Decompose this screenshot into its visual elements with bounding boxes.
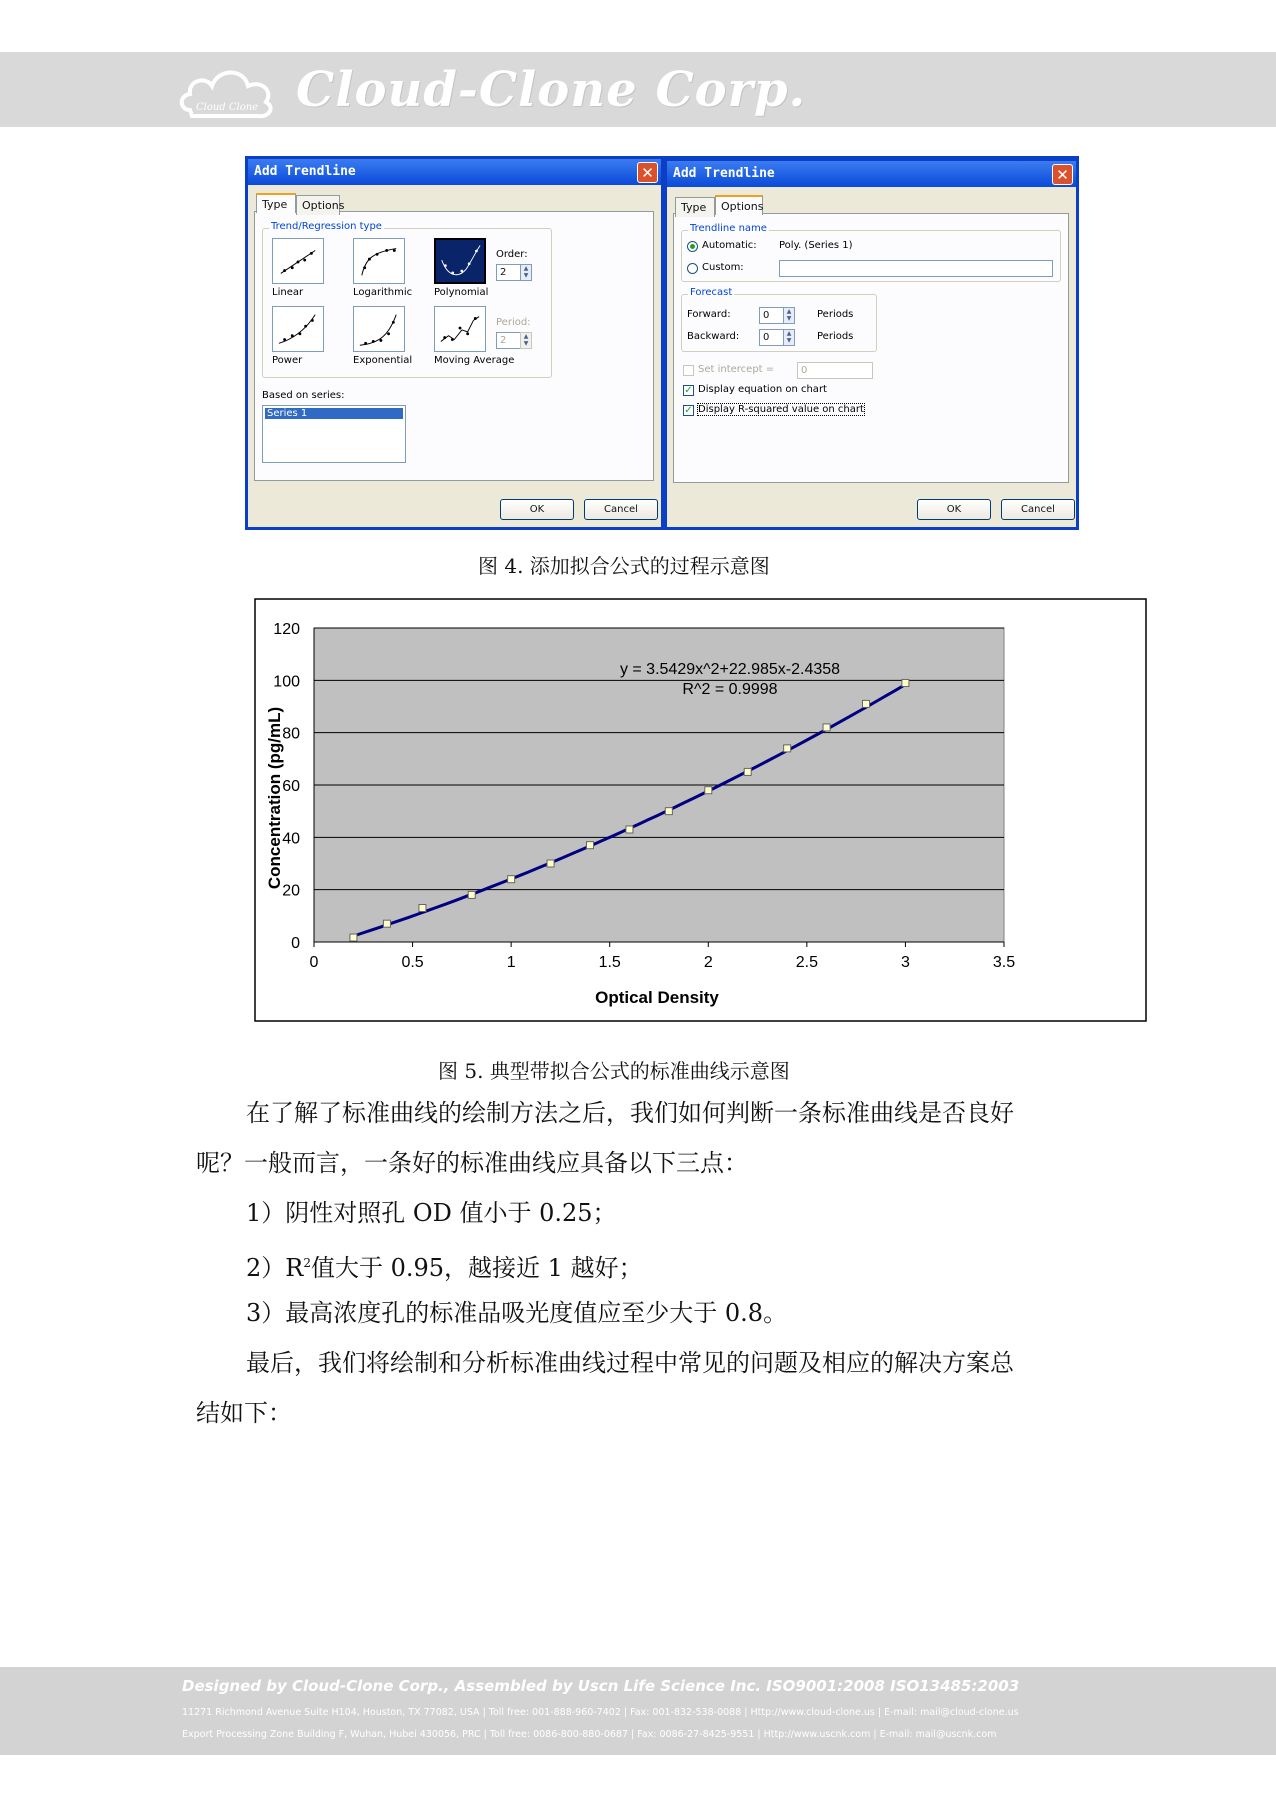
data-point	[468, 891, 475, 898]
data-point	[626, 826, 633, 833]
display-r-squared-checkbox[interactable]: ✓	[684, 405, 693, 416]
paragraph-2-line-1: 最后，我们将绘制和分析标准曲线过程中常见的问题及相应的解决方案总	[246, 1349, 1014, 1377]
exponential-icon[interactable]	[353, 306, 405, 352]
x-tick-label: 3	[900, 954, 910, 971]
moving-average-label: Moving Average	[434, 355, 515, 366]
data-point	[547, 860, 554, 867]
exponential-label: Exponential	[353, 355, 413, 366]
footer-title: Designed by Cloud-Clone Corp., Assembled by Uscn Life Science Inc. ISO9001:2008 ISO13485:2003	[182, 1677, 1020, 1695]
y-tick-label: 120	[273, 621, 300, 638]
list-item-3: 3）最高浓度孔的标准品吸光度值应至少大于 0.8。	[246, 1299, 788, 1327]
equation-label: y = 3.5429x^2+22.985x-2.4358	[619, 661, 841, 678]
data-point	[383, 920, 390, 927]
intercept-input: 0	[797, 362, 873, 379]
display-r-squared-label: Display R-squared value on chart	[698, 404, 864, 415]
r-squared-label: R^2 = 0.9998	[682, 681, 778, 698]
y-tick-label: 80	[282, 725, 300, 743]
display-equation-label: Display equation on chart	[698, 384, 827, 395]
logarithmic-icon[interactable]	[353, 238, 405, 284]
polynomial-label: Polynomial	[434, 287, 489, 298]
forward-periods-label: Periods	[817, 309, 854, 320]
x-axis-label: Optical Density	[595, 988, 719, 1007]
data-point	[508, 876, 515, 883]
x-tick-label: 1.5	[598, 954, 621, 971]
data-point	[784, 745, 791, 752]
x-tick-label: 3.5	[992, 954, 1016, 971]
data-point	[587, 842, 594, 849]
cloud-logo-icon	[178, 58, 278, 122]
dialog-title: Add Trendline	[254, 164, 356, 179]
add-trendline-type-dialog	[245, 156, 664, 530]
backward-periods-label: Periods	[817, 331, 854, 342]
power-icon[interactable]	[272, 306, 324, 352]
backward-input[interactable]: 0	[759, 329, 795, 346]
tab-options[interactable]: Options	[715, 195, 763, 215]
backward-label: Backward:	[687, 331, 740, 342]
y-tick-label: 0	[291, 935, 300, 952]
y-axis-label: Concentration (pg/mL)	[265, 706, 284, 890]
dialog-title: Add Trendline	[673, 166, 775, 181]
custom-label: Custom:	[702, 262, 744, 273]
tab-type[interactable]: Type	[256, 193, 296, 213]
period-spinner: ▲ ▼	[520, 332, 532, 349]
standard-curve-chart	[254, 598, 1147, 1022]
order-spinner[interactable]: ▲ ▼	[520, 264, 532, 281]
polynomial-icon[interactable]	[434, 238, 486, 284]
linear-icon[interactable]	[272, 238, 324, 284]
data-point	[902, 679, 909, 686]
x-tick-label: 2	[703, 954, 713, 971]
group-label: Forecast	[690, 287, 733, 298]
tab-options[interactable]: Options	[296, 195, 340, 215]
logarithmic-label: Logarithmic	[353, 287, 413, 298]
forward-input[interactable]: 0	[759, 307, 795, 324]
data-point	[419, 904, 426, 911]
list-item[interactable]: Series 1	[265, 408, 403, 419]
x-tick-label: 1	[506, 954, 516, 971]
period-label: Period:	[496, 317, 531, 328]
paragraph-1-line-2: 呢？一般而言，一条好的标准曲线应具备以下三点：	[196, 1149, 748, 1177]
cancel-button[interactable]: Cancel	[1001, 499, 1075, 520]
cancel-button[interactable]: Cancel	[584, 499, 658, 520]
data-point	[705, 787, 712, 794]
period-input: 2	[496, 332, 532, 349]
footer-address-us: 11271 Richmond Avenue Suite H104, Houston, TX 77082, USA | Toll free: 001-888-960-7402 | Fax: 001-832-538-0088 | Http://www.cloud-clone.us | E-mail: mail@cloud-clone.us	[182, 1707, 1019, 1718]
custom-radio[interactable]	[687, 263, 698, 274]
forward-spinner[interactable]: ▲ ▼	[783, 307, 795, 324]
based-on-series-label: Based on series:	[262, 390, 345, 401]
page-footer	[0, 1667, 1276, 1755]
linear-label: Linear	[272, 287, 304, 298]
close-icon[interactable]: ✕	[1052, 164, 1073, 185]
backward-spinner[interactable]: ▲ ▼	[783, 329, 795, 346]
ok-button[interactable]: OK	[500, 499, 574, 520]
y-tick-label: 40	[282, 830, 300, 848]
order-input[interactable]: 2	[496, 264, 532, 281]
power-label: Power	[272, 355, 303, 366]
order-label: Order:	[496, 249, 528, 260]
x-tick-label: 2.5	[795, 954, 818, 971]
set-intercept-checkbox	[683, 365, 694, 376]
data-point	[863, 700, 870, 707]
add-trendline-options-dialog	[664, 156, 1079, 530]
automatic-radio[interactable]	[687, 241, 698, 252]
paragraph-2-line-2: 结如下：	[196, 1399, 292, 1427]
data-point	[665, 808, 672, 815]
data-point	[744, 768, 751, 775]
footer-address-cn: Export Processing Zone Building F, Wuhan, Hubei 430056, PRC | Toll free: 0086-800-880-0687 | Fax: 0086-27-8425-9551 | Http://www.uscnk.com | E-mail: mail@uscnk.com	[182, 1729, 997, 1740]
ok-button[interactable]: OK	[917, 499, 991, 520]
y-tick-label: 20	[282, 882, 300, 900]
data-point	[350, 934, 357, 941]
svg-text:Cloud Clone: Cloud Clone	[196, 102, 259, 113]
title-bar	[248, 159, 661, 185]
y-tick-label: 100	[273, 673, 300, 691]
series-list[interactable]	[262, 405, 406, 463]
title-bar	[667, 161, 1076, 187]
group-label: Trend/Regression type	[271, 221, 382, 232]
list-item-1: 1）阴性对照孔 OD 值小于 0.25；	[246, 1199, 617, 1227]
x-tick-label: 0.5	[401, 954, 424, 971]
close-icon[interactable]: ✕	[637, 162, 658, 183]
company-name: Cloud-Clone Corp.	[296, 62, 807, 118]
automatic-label: Automatic:	[702, 240, 757, 251]
forward-label: Forward:	[687, 309, 731, 320]
custom-name-input[interactable]	[779, 260, 1053, 277]
set-intercept-label: Set intercept =	[698, 364, 775, 375]
automatic-name-value: Poly. (Series 1)	[779, 240, 853, 251]
figure-4-caption: 图 4. 添加拟合公式的过程示意图	[478, 554, 770, 578]
x-tick-label: 0	[309, 954, 319, 971]
y-tick-label: 60	[282, 778, 300, 795]
list-item-2: $2)R^2$值大于 0.95，越接近 1 越好；	[246, 1254, 643, 1282]
tab-type[interactable]: Type	[675, 197, 715, 217]
paragraph-1-line-1: 在了解了标准曲线的绘制方法之后，我们如何判断一条标准曲线是否良好	[246, 1099, 1014, 1127]
group-label: Trendline name	[690, 223, 767, 234]
display-equation-checkbox[interactable]: ✓	[684, 385, 693, 396]
moving-average-icon[interactable]	[434, 306, 486, 352]
data-point	[823, 724, 830, 731]
figure-5-caption: 图 5. 典型带拟合公式的标准曲线示意图	[438, 1059, 790, 1083]
